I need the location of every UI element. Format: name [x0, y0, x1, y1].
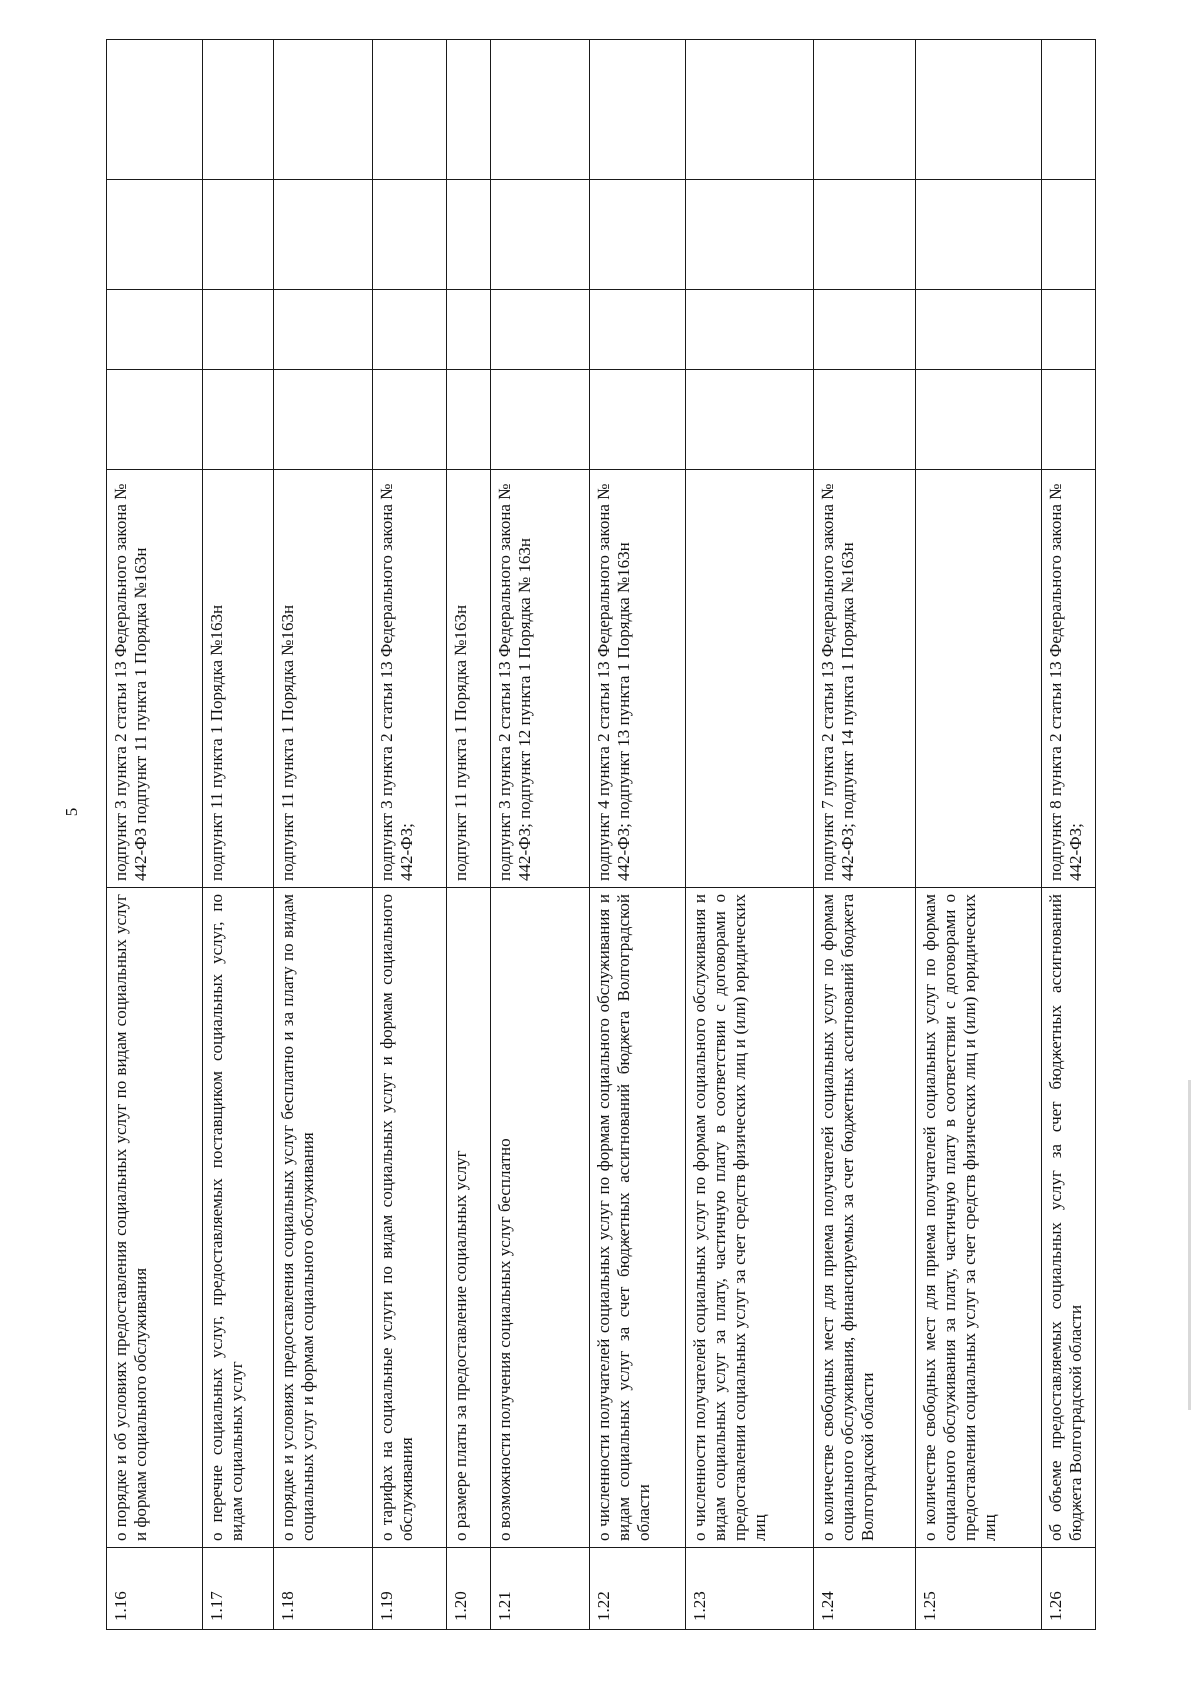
- row-description: об объеме предоставляемых социальных услуг за счет бюджетных ассигнований бюджета Волгоградской области: [1042, 888, 1096, 1548]
- empty-cell: [1042, 370, 1096, 470]
- empty-cell: [203, 40, 274, 180]
- table-row: [490, 40, 589, 1630]
- empty-cell: [203, 370, 274, 470]
- row-number: 1.16: [107, 1548, 203, 1630]
- empty-cell: [490, 40, 589, 180]
- empty-cell: [686, 40, 814, 180]
- empty-cell: [813, 370, 915, 470]
- empty-cell: [813, 180, 915, 290]
- empty-cell: [203, 180, 274, 290]
- requirements-table: [106, 39, 1096, 1630]
- row-reference: [686, 470, 814, 888]
- empty-cell: [203, 290, 274, 370]
- empty-cell: [107, 370, 203, 470]
- row-description: о перечне социальных услуг, предоставляемых поставщиком социальных услуг, по видам социальных услуг: [203, 888, 274, 1548]
- row-number: 1.17: [203, 1548, 274, 1630]
- row-description: о возможности получения социальных услуг бесплатно: [490, 888, 589, 1548]
- table-row: [372, 40, 446, 1630]
- empty-cell: [915, 40, 1042, 180]
- row-number: 1.19: [372, 1548, 446, 1630]
- empty-cell: [372, 290, 446, 370]
- row-description: о количестве свободных мест для приема получателей социальных услуг по формам социального обслуживания за плату, частичную плату в соответствии с договорами о предоставлении социальных услуг за счет средств физических лиц и (или) юридических лиц: [915, 888, 1042, 1548]
- empty-cell: [490, 370, 589, 470]
- row-number: 1.22: [589, 1548, 685, 1630]
- row-description: о тарифах на социальные услуги по видам социальных услуг и формам социального обслуживания: [372, 888, 446, 1548]
- row-reference: подпункт 11 пункта 1 Порядка №163н: [446, 470, 490, 888]
- empty-cell: [490, 180, 589, 290]
- row-reference: подпункт 11 пункта 1 Порядка №163н: [203, 470, 274, 888]
- page-number: 5: [62, 807, 81, 817]
- empty-cell: [915, 370, 1042, 470]
- empty-cell: [107, 180, 203, 290]
- empty-cell: [446, 370, 490, 470]
- row-reference: подпункт 8 пункта 2 статьи 13 Федерального закона № 442-ФЗ;: [1042, 470, 1096, 888]
- table-row: [274, 40, 372, 1630]
- empty-cell: [686, 180, 814, 290]
- empty-cell: [589, 40, 685, 180]
- table-row: [203, 40, 274, 1630]
- empty-cell: [686, 370, 814, 470]
- empty-cell: [915, 180, 1042, 290]
- table-row: [589, 40, 685, 1630]
- row-description: о размере платы за предоставление социальных услуг: [446, 888, 490, 1548]
- empty-cell: [915, 290, 1042, 370]
- empty-cell: [1042, 180, 1096, 290]
- row-description: о численности получателей социальных услуг по формам социального обслуживания и видам социальных услуг за счет бюджетных ассигнований бюджета Волгоградской области: [589, 888, 685, 1548]
- row-number: 1.21: [490, 1548, 589, 1630]
- row-description: о численности получателей социальных услуг по формам социального обслуживания и видам социальных услуг за плату, частичную плату в соответствии с договорами о предоставлении социальных услуг за счет средств физических лиц и (или) юридических лиц: [686, 888, 814, 1548]
- empty-cell: [274, 290, 372, 370]
- empty-cell: [274, 370, 372, 470]
- row-description: о порядке и об условиях предоставления социальных услуг по видам социальных услуг и формам социального обслуживания: [107, 888, 203, 1548]
- empty-cell: [372, 180, 446, 290]
- row-description: о количестве свободных мест для приема получателей социальных услуг по формам социального обслуживания, финансируемых за счет бюджетных ассигнований бюджета Волгоградской области: [813, 888, 915, 1548]
- empty-cell: [274, 180, 372, 290]
- row-reference: подпункт 3 пункта 2 статьи 13 Федерального закона № 442-ФЗ; подпункт 12 пункта 1 Порядка № 163н: [490, 470, 589, 888]
- empty-cell: [490, 290, 589, 370]
- rotated-table-wrapper: [106, 40, 1096, 1630]
- empty-cell: [446, 290, 490, 370]
- empty-cell: [813, 40, 915, 180]
- table-row: [813, 40, 915, 1630]
- row-number: 1.18: [274, 1548, 372, 1630]
- row-number: 1.26: [1042, 1548, 1096, 1630]
- row-reference: подпункт 3 пункта 2 статьи 13 Федерального закона № 442-ФЗ подпункт 11 пункта 1 Порядка №163н: [107, 470, 203, 888]
- empty-cell: [446, 40, 490, 180]
- row-description: о порядке и условиях предоставления социальных услуг бесплатно и за плату по видам социальных услуг и формам социального обслуживания: [274, 888, 372, 1548]
- table-row: [446, 40, 490, 1630]
- row-reference: подпункт 3 пункта 2 статьи 13 Федерального закона № 442-ФЗ;: [372, 470, 446, 888]
- row-reference: подпункт 11 пункта 1 Порядка №163н: [274, 470, 372, 888]
- empty-cell: [686, 290, 814, 370]
- empty-cell: [372, 370, 446, 470]
- empty-cell: [589, 290, 685, 370]
- empty-cell: [589, 370, 685, 470]
- empty-cell: [107, 40, 203, 180]
- row-number: 1.25: [915, 1548, 1042, 1630]
- empty-cell: [1042, 40, 1096, 180]
- empty-cell: [107, 290, 203, 370]
- empty-cell: [589, 180, 685, 290]
- table-row: [915, 40, 1042, 1630]
- empty-cell: [274, 40, 372, 180]
- table-row: [686, 40, 814, 1630]
- table-row: [1042, 40, 1096, 1630]
- empty-cell: [372, 40, 446, 180]
- row-reference: [915, 470, 1042, 888]
- table-row: [107, 40, 203, 1630]
- empty-cell: [813, 290, 915, 370]
- empty-cell: [446, 180, 490, 290]
- row-number: 1.24: [813, 1548, 915, 1630]
- scan-edge-mark: [1188, 1080, 1191, 1410]
- row-reference: подпункт 4 пункта 2 статьи 13 Федерального закона № 442-ФЗ; подпункт 13 пункта 1 Порядка №163н: [589, 470, 685, 888]
- row-reference: подпункт 7 пункта 2 статьи 13 Федерального закона № 442-ФЗ; подпункт 14 пункта 1 Порядка №163н: [813, 470, 915, 888]
- row-number: 1.23: [686, 1548, 814, 1630]
- row-number: 1.20: [446, 1548, 490, 1630]
- empty-cell: [1042, 290, 1096, 370]
